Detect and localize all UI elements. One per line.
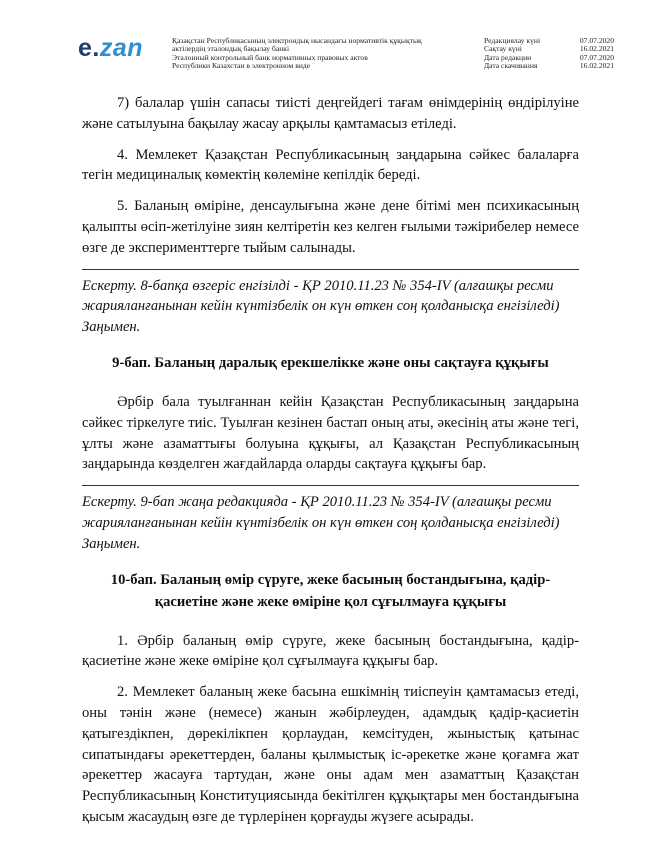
meta-label: Редакциялау күні	[484, 36, 541, 45]
meta-label: Дата скачивания	[484, 60, 538, 70]
amendment-note: Ескерту. 8-бапқа өзгеріс енгізілді - ҚР 2010.11.23 № 354-IV (алғашқы ресми жарияланғанынан кейін күнтізбелік он күн өткен соң қолданысқа енгізіледі) Заңымен.	[82, 269, 579, 338]
meta-value: 07.07.2020	[579, 52, 614, 62]
document-body	[82, 93, 579, 838]
paragraph: 7) балалар үшін сапасы тиісті деңгейдегі тағам өнімдерінің өндірілуіне және сатылуына бақылау жасау арқылы қамтамасыз етіледі.	[82, 95, 579, 132]
ezan-logo	[78, 36, 143, 61]
article-heading: 10-бап. Баланың өмір сүруге, жеке басының бостандығына, қадір-қасиетіне және жеке өміріне қол сұғылмауға құқығы	[110, 571, 551, 610]
paragraph: 5. Баланың өміріне, денсаулығына және дене бітімі мен психикасының қалыпты өсіп-жетілуіне зиян келтіретін кез келген ғылыми тәжірибелер немесе өзге де эксперименттерге тыйым салынады.	[82, 198, 579, 256]
paragraph: 4. Мемлекет Қазақстан Республикасының заңдарына сәйкес балаларға тегін медициналық көмектің көлеміне кепілдік береді.	[82, 146, 579, 184]
meta-value: 16.02.2021	[579, 44, 614, 54]
header-desc-line: Қазақстан Республикасының электрондық нысандағы нормативтік құқықтық	[172, 36, 422, 45]
logo-zan: zan	[99, 34, 144, 62]
article-heading: 9-бап. Баланың даралық ерекшелікке және оны сақтауға құқығы	[112, 354, 549, 371]
header-desc-line: актілердің эталондық бақылау банкі	[172, 44, 290, 54]
paragraph: 2. Мемлекет баланың жеке басына ешкімнің тиіспеуін қамтамасыз етеді, оны тәнін және (немесе) жанын жәбірлеуден, адамдық қадір-қасиетін қатыгездікпен, дөрекілікпен қорлаудан, кемсітуден, жыныстық қатынас сипатындағы әрекеттерден, баланы қылмыстық іс-әрекетке және қоғамға жат әрекеттер жасауға тартудан, және оны адам мен азаматтың Қазақстан Республикасының Конституциясында бекітілген құқықтары мен бостандығына қысым жасаудың өзге де түрлерінен қорғауды жүзеге асырады.	[82, 684, 579, 825]
document-header	[0, 0, 657, 70]
header-desc-line: Республики Казахстан в электронном виде	[172, 60, 311, 70]
header-desc-line: Эталонный контрольный банк нормативных правовых актов	[172, 52, 368, 62]
header-meta	[484, 37, 614, 70]
meta-value: 16.02.2021	[579, 60, 614, 70]
logo-dot: .	[92, 34, 100, 62]
logo-e: e	[78, 34, 93, 62]
paragraph: Әрбір бала туылғаннан кейін Қазақстан Республикасының заңдарына сәйкес тіркелуге тиіс. Туылған кезінен бастап оның аты, әкесінің аты және тегі, ұлты және азаматтығы болуына құқығы, ал Қазақстан Республикасының заңдарында көзделген жағдайларда оларды сақтауға құқығы бар.	[82, 393, 579, 473]
meta-label: Дата редакции	[484, 52, 532, 62]
meta-row	[484, 62, 614, 70]
paragraph: 1. Әрбір баланың өмір сүруге, жеке басының бостандығына, қадір-қасиетіне және жеке өміріне қол сұғылмауға құқығы бар.	[82, 632, 579, 670]
header-description	[172, 37, 462, 70]
meta-label: Сақтау күні	[484, 44, 522, 54]
amendment-note: Ескерту. 9-бап жаңа редакцияда - ҚР 2010.11.23 № 354-IV (алғашқы ресми жарияланғанынан кейін күнтізбелік он күн өткен соң қолданысқа енгізіледі) Заңымен.	[82, 485, 579, 554]
meta-value: 07.07.2020	[579, 36, 614, 45]
